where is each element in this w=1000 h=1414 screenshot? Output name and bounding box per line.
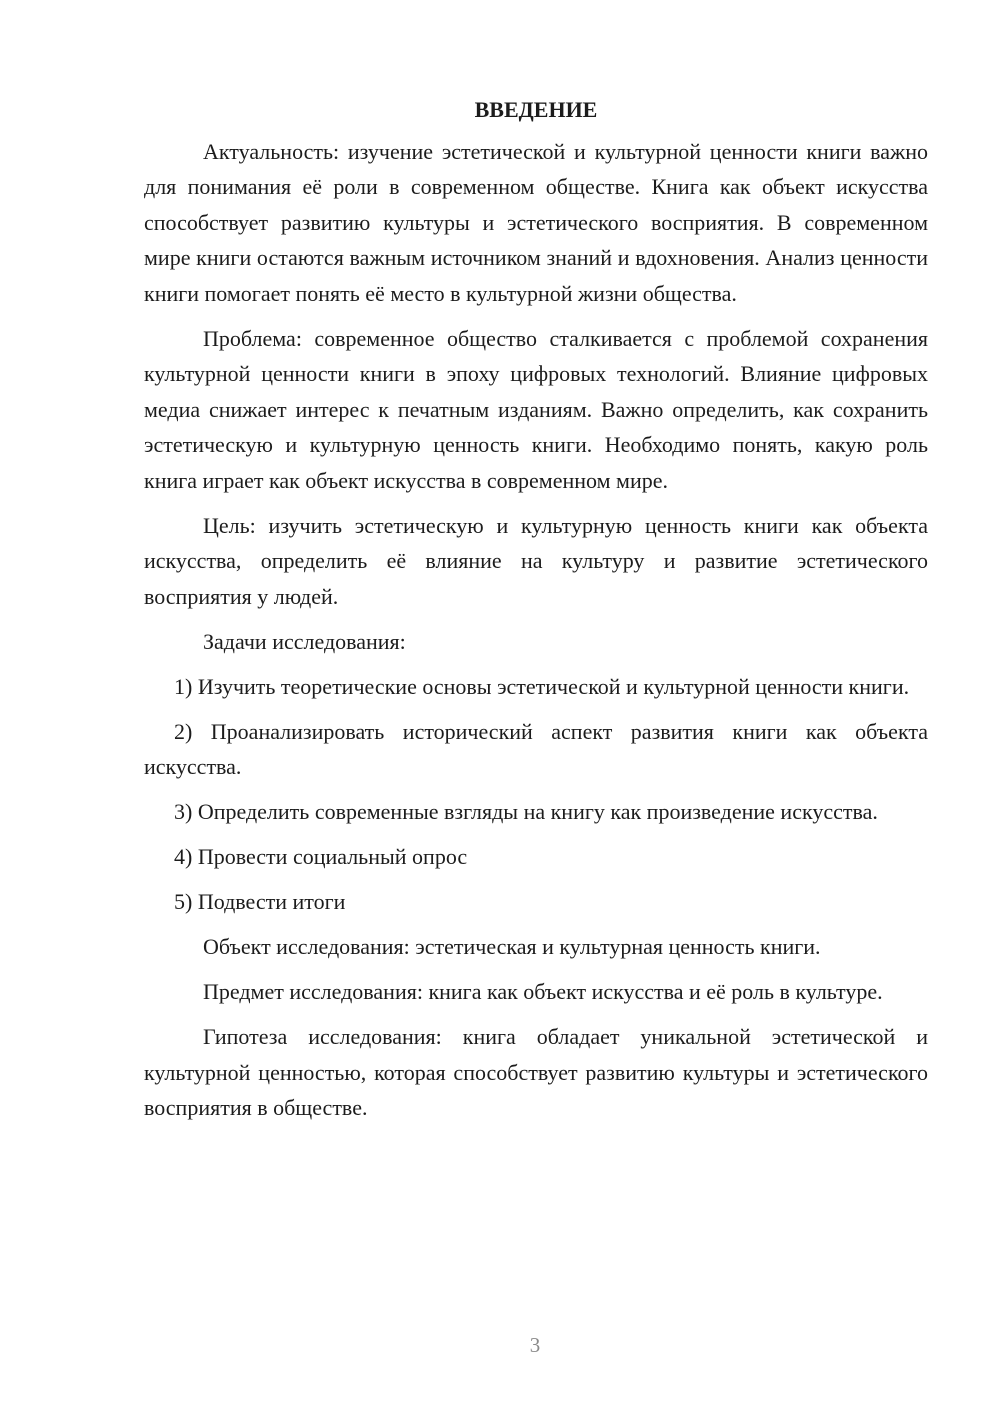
task-item-5: 5) Подвести итоги: [174, 889, 346, 914]
paragraph-hypothesis: Гипотеза исследования: книга обладает уникальной эстетической и культурной ценностью, которая способствует развитию культуры и эстетического восприятия в обществе.: [144, 1024, 928, 1120]
paragraph-goal: Цель: изучить эстетическую и культурную ценность книги как объекта искусства, определить её влияние на культуру и развитие эстетического восприятия у людей.: [144, 512, 928, 609]
paragraph-object: Объект исследования: эстетическая и культурная ценность книги.: [203, 934, 821, 959]
paragraph-problem: Проблема: современное общество сталкивается с проблемой сохранения культурной ценности книги в эпоху цифровых технологий. Влияние цифровых медиа снижает интерес к печатным изданиям. Важно определить, как сохранить эстетическую и культурную ценность книги. Необходимо понять, какую роль книга играет как объект искусства в современном мире.: [144, 325, 928, 493]
task-item-1: 1) Изучить теоретические основы эстетической и культурной ценности книги.: [174, 673, 910, 699]
paragraph-tasks-heading: Задачи исследования:: [203, 628, 406, 654]
page-number: 3: [529, 1333, 541, 1357]
task-item-2: 2) Проанализировать исторический аспект развития книги как объекта искусства.: [144, 718, 928, 779]
document-body: [144, 92, 928, 1135]
task-item-4: 4) Провести социальный опрос: [174, 844, 468, 869]
paragraph-relevance: Актуальность: изучение эстетической и культурной ценности книги важно для понимания её роли в современном обществе. Книга как объект искусства способствует развитию культуры и эстетического восприятия. В современном мире книги остаются важным источником знаний и вдохновения. Анализ ценности книги помогает понять её место в культурной жизни общества.: [144, 138, 928, 306]
paragraph-subject: Предмет исследования: книга как объект искусства и её роль в культуре.: [203, 979, 883, 1004]
task-item-3: 3) Определить современные взгляды на книгу как произведение искусства.: [174, 799, 878, 824]
page-title: ВВЕДЕНИЕ: [474, 97, 598, 122]
